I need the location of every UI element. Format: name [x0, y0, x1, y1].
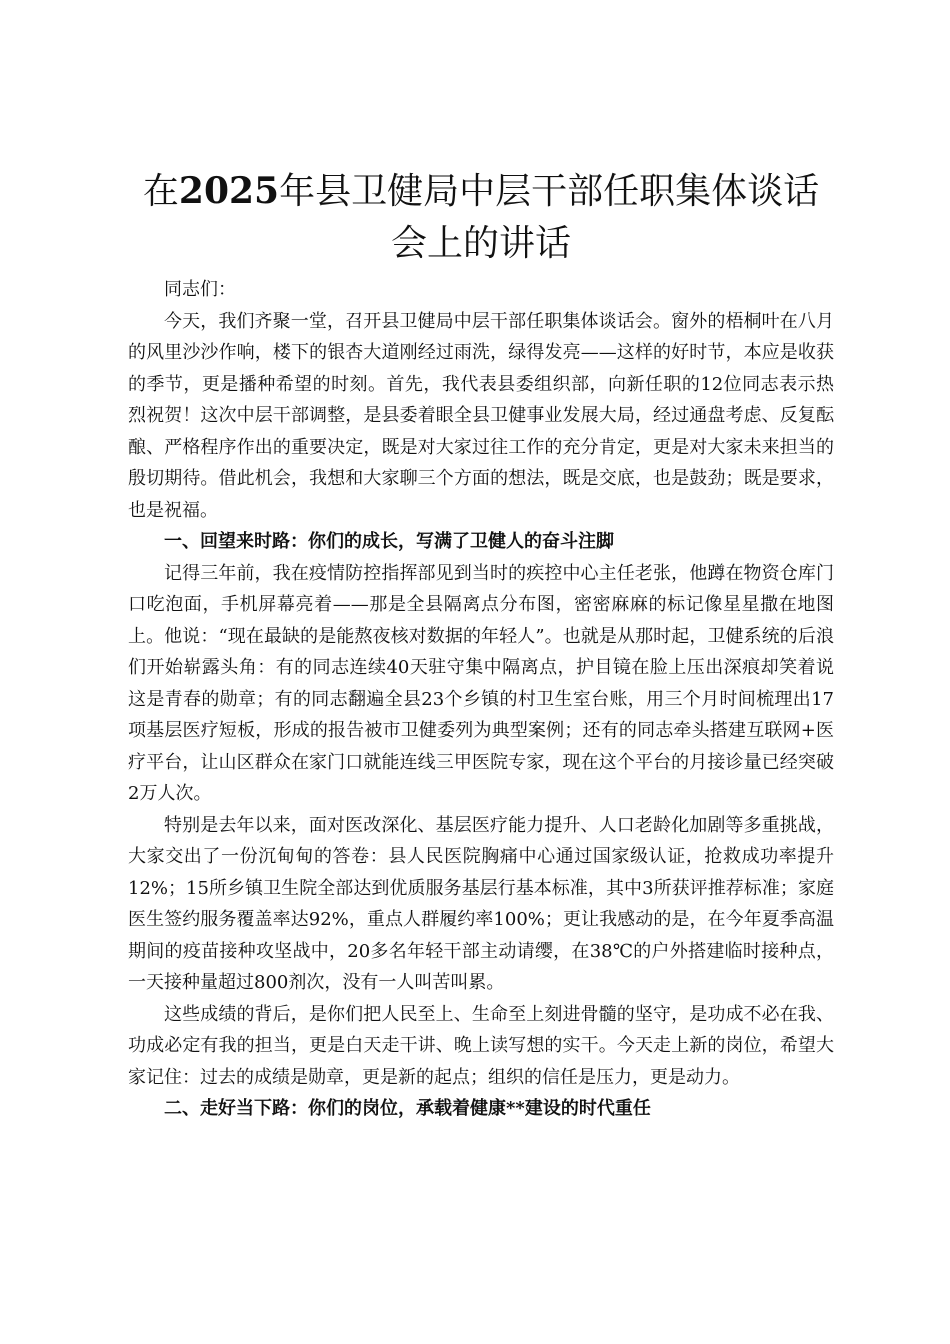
- title-suffix: 年县卫健局中层干部任职集体谈话会上的讲话: [279, 171, 820, 264]
- intro-paragraph: 今天，我们齐聚一堂，召开县卫健局中层干部任职集体谈话会。窗外的梧桐叶在八月的风里沙沙作响，楼下的银杏大道刚经过雨洗，绿得发亮——这样的好时节，本应是收获的季节，更是播种希望的时刻。首先，我代表县委组织部，向新任职的12位同志表示热烈祝贺！这次中层干部调整，是县委着眼全县卫健事业发展大局，经过通盘考虑、反复酝酿、严格程序作出的重要决定，既是对大家过往工作的充分肯定，更是对大家未来担当的殷切期待。借此机会，我想和大家聊三个方面的想法，既是交底，也是鼓劲；既是要求，也是祝福。: [128, 310, 834, 521]
- section-heading-1: 一、回望来时路：你们的成长，写满了卫健人的奋斗注脚: [164, 531, 614, 552]
- salutation: 同志们：: [164, 279, 236, 300]
- document-page: [128, 165, 834, 1125]
- document-title: [128, 165, 834, 270]
- section1-paragraph-2: 特别是去年以来，面对医改深化、基层医疗能力提升、人口老龄化加剧等多重挑战，大家交出了一份沉甸甸的答卷：县人民医院胸痛中心通过国家级认证，抢救成功率提升12%；15所乡镇卫生院全部达到优质服务基层行基本标准，其中3所获评推荐标准；家庭医生签约服务覆盖率达92%，重点人群履约率100%；更让我感动的是，在今年夏季高温期间的疫苗接种攻坚战中，20多名年轻干部主动请缨，在38℃的户外搭建临时接种点，一天接种量超过800剂次，没有一人叫苦叫累。: [128, 814, 834, 993]
- title-year: 2025: [178, 170, 280, 212]
- section-heading-2: 二、走好当下路：你们的岗位，承载着健康**建设的时代重任: [164, 1098, 651, 1119]
- title-prefix: 在: [142, 171, 179, 212]
- section1-paragraph-1: 记得三年前，我在疫情防控指挥部见到当时的疾控中心主任老张，他蹲在物资仓库门口吃泡面，手机屏幕亮着——那是全县隔离点分布图，密密麻麻的标记像星星撒在地图上。他说：“现在最缺的是能熬夜核对数据的年轻人”。也就是从那时起，卫健系统的后浪们开始崭露头角：有的同志连续40天驻守集中隔离点，护目镜在脸上压出深痕却笑着说这是青春的勋章；有的同志翻遍全县23个乡镇的村卫生室台账，用三个月时间梳理出17项基层医疗短板，形成的报告被市卫健委列为典型案例；还有的同志牵头搭建互联网+医疗平台，让山区群众在家门口就能连线三甲医院专家，现在这个平台的月接诊量已经突破2万人次。: [128, 562, 834, 804]
- section1-paragraph-3: 这些成绩的背后，是你们把人民至上、生命至上刻进骨髓的坚守，是功成不必在我、功成必定有我的担当，更是白天走干讲、晚上读写想的实干。今天走上新的岗位，希望大家记住：过去的成绩是勋章，更是新的起点；组织的信任是压力，更是动力。: [128, 1003, 834, 1088]
